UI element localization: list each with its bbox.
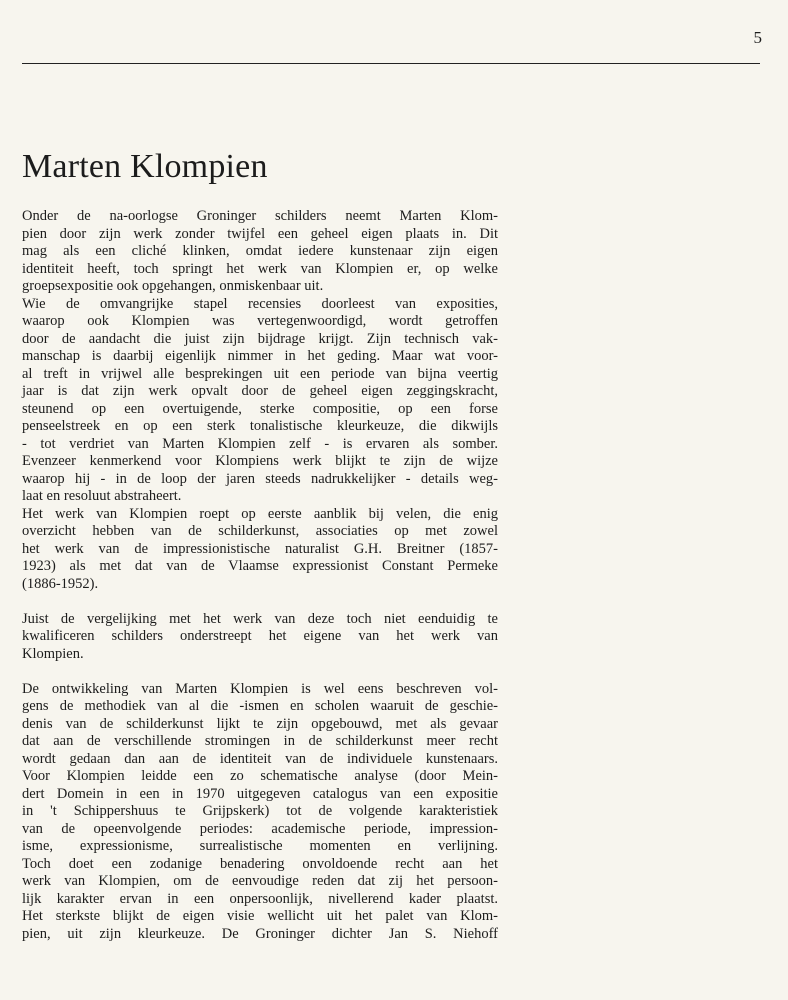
header-rule (22, 63, 760, 64)
text-line: Het sterkste blijkt de eigen visie wellicht uit het palet van Klom- (22, 908, 498, 924)
text-line: penseelstreek en op een sterk tonalistische kleurkeuze, die dikwijls (22, 418, 498, 434)
text-line: denis van de schilderkunst lijkt te zijn opgebouwd, met als gevaar (22, 715, 498, 732)
text-line: Het werk van Klompien roept op eerste aanblik bij velen, die enig (22, 505, 498, 522)
text-line: De ontwikkeling van Marten Klompien is wel eens beschreven vol- (22, 680, 498, 697)
text-line: pien, uit zijn kleurkeuze. De Groninger dichter Jan S. Niehoff (22, 925, 498, 942)
text-line: pien door zijn werk zonder twijfel een geheel eigen plaats in. Dit (22, 225, 498, 242)
page-number: 5 (753, 28, 762, 47)
article-body (22, 208, 498, 943)
text-line: dert Domein in een in 1970 uitgegeven catalogus van een expositie (22, 785, 498, 802)
paragraph-gap (22, 663, 498, 681)
text-line: overzicht hebben van de schilderkunst, associaties op met zowel (22, 523, 498, 539)
paragraph (22, 208, 498, 296)
text-line: lijk karakter ervan in een onpersoonlijk, nivellerend kader plaatst. (22, 890, 498, 907)
text-line: 1923) als met dat van de Vlaamse expressionist Constant Permeke (22, 558, 498, 574)
text-line: (1886-1952). (22, 575, 99, 592)
text-line: waarop ook Klompien was vertegenwoordigd, wordt getroffen (22, 313, 498, 329)
text-line: al treft in vrijwel alle besprekingen uit een periode van bijna veertig (22, 365, 498, 382)
text-line: Toch doet een zodanige benadering onvoldoende recht aan het (22, 855, 498, 872)
text-line: Onder de na-oorlogse Groninger schilders neemt Marten Klom- (22, 208, 498, 224)
text-line: waarop hij - in de loop der jaren steeds nadrukkelijker - details weg- (22, 470, 498, 487)
text-line: - tot verdriet van Marten Klompien zelf - is ervaren als somber. (22, 435, 498, 452)
text-line: groepsexpositie ook opgehangen, onmiskenbaar uit. (22, 278, 324, 294)
paragraph (22, 296, 498, 506)
text-line: het werk van de impressionistische naturalist G.H. Breitner (1857- (22, 540, 498, 557)
article-title: Marten Klompien (22, 148, 268, 185)
paragraph (22, 681, 498, 944)
text-line: door de aandacht die juist zijn bijdrage krijgt. Zijn technisch vak- (22, 330, 498, 347)
text-line: Voor Klompien leidde een zo schematische analyse (door Mein- (22, 768, 498, 784)
text-line: kwalificeren schilders onderstreept het eigene van het werk van (22, 628, 498, 644)
text-line: Evenzeer kenmerkend voor Klompiens werk blijkt te zijn de wijze (22, 453, 498, 469)
text-line: Wie de omvangrijke stapel recensies doorleest van exposities, (22, 295, 498, 312)
paragraph-gap (22, 593, 498, 611)
text-line: Juist de vergelijking met het werk van deze toch niet eenduidig te (22, 610, 498, 627)
text-line: manschap is daarbij eigenlijk nimmer in het geding. Maar wat voor- (22, 348, 498, 364)
text-line: werk van Klompien, om de eenvoudige reden dat zij het persoon- (22, 873, 498, 889)
paragraph (22, 506, 498, 594)
text-line: laat en resoluut abstraheert. (22, 488, 182, 504)
text-line: jaar is dat zijn werk opvalt door de geheel eigen zeggingskracht, (22, 383, 498, 399)
text-line: Klompien. (22, 645, 84, 662)
text-line: dat aan de verschillende stromingen in de schilderkunst meer recht (22, 733, 498, 749)
text-line: van de opeenvolgende periodes: academische periode, impression- (22, 820, 498, 837)
text-line: identiteit heeft, toch springt het werk van Klompien er, op welke (22, 260, 498, 277)
text-line: isme, expressionisme, surrealistische momenten en verlijning. (22, 838, 498, 854)
text-line: steunend op een overtuigende, sterke compositie, op een forse (22, 400, 498, 417)
text-line: in 't Schippershuus te Grijpskerk) tot de volgende karakteristiek (22, 803, 498, 819)
paragraph (22, 611, 498, 664)
text-line: mag als een cliché klinken, omdat iedere kunstenaar zijn eigen (22, 243, 498, 259)
text-line: gens de methodiek van al die -ismen en scholen waaruit de geschie- (22, 698, 498, 714)
text-line: wordt gedaan dan aan de identiteit van de individuele kunstenaars. (22, 750, 498, 767)
